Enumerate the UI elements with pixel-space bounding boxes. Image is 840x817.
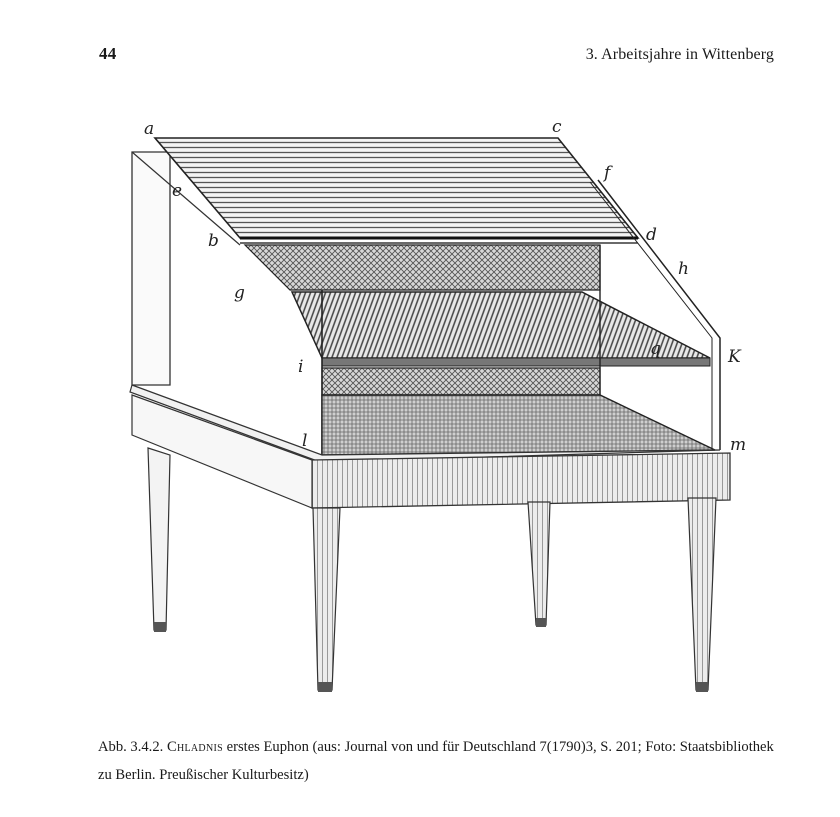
label-f: f	[604, 163, 611, 183]
back-panel-lower	[322, 368, 600, 395]
label-q: q	[650, 339, 661, 359]
label-d: d	[646, 225, 657, 245]
label-l: l	[302, 431, 308, 451]
top-lid	[155, 138, 638, 238]
caption-author-name: Chladnis	[166, 739, 223, 755]
leg-front-left	[313, 508, 340, 690]
leg-front-right	[688, 498, 716, 690]
front-apron	[312, 453, 730, 508]
euphon-illustration	[110, 110, 790, 710]
label-m: m	[730, 435, 747, 455]
label-a: a	[144, 119, 155, 139]
figure-caption	[98, 733, 788, 789]
leg-back-left	[148, 448, 170, 630]
figure-euphon-engraving	[110, 110, 790, 710]
rod-tray	[292, 292, 710, 358]
left-panel	[132, 152, 170, 385]
label-g: g	[234, 283, 245, 303]
label-b: b	[208, 231, 219, 251]
label-h: h	[678, 259, 689, 279]
label-e: e	[172, 181, 183, 201]
caption-text: erstes Euphon (aus: Journal von und für Deutschland 7(1790)3, S. 201; Foto: Staatsbibliothek zu Berlin. Preußischer Kulturbesitz)	[98, 739, 774, 783]
caption-label: Abb. 3.4.2.	[98, 739, 164, 755]
floor-panel	[322, 395, 715, 455]
back-panel-upper	[245, 245, 600, 290]
leg-back-right	[528, 502, 550, 625]
label-i: i	[298, 357, 304, 377]
label-k: K	[728, 347, 741, 367]
running-head: 3. Arbeitsjahre in Wittenberg	[585, 46, 774, 63]
page-number: 44	[99, 44, 117, 63]
label-c: c	[552, 117, 562, 137]
